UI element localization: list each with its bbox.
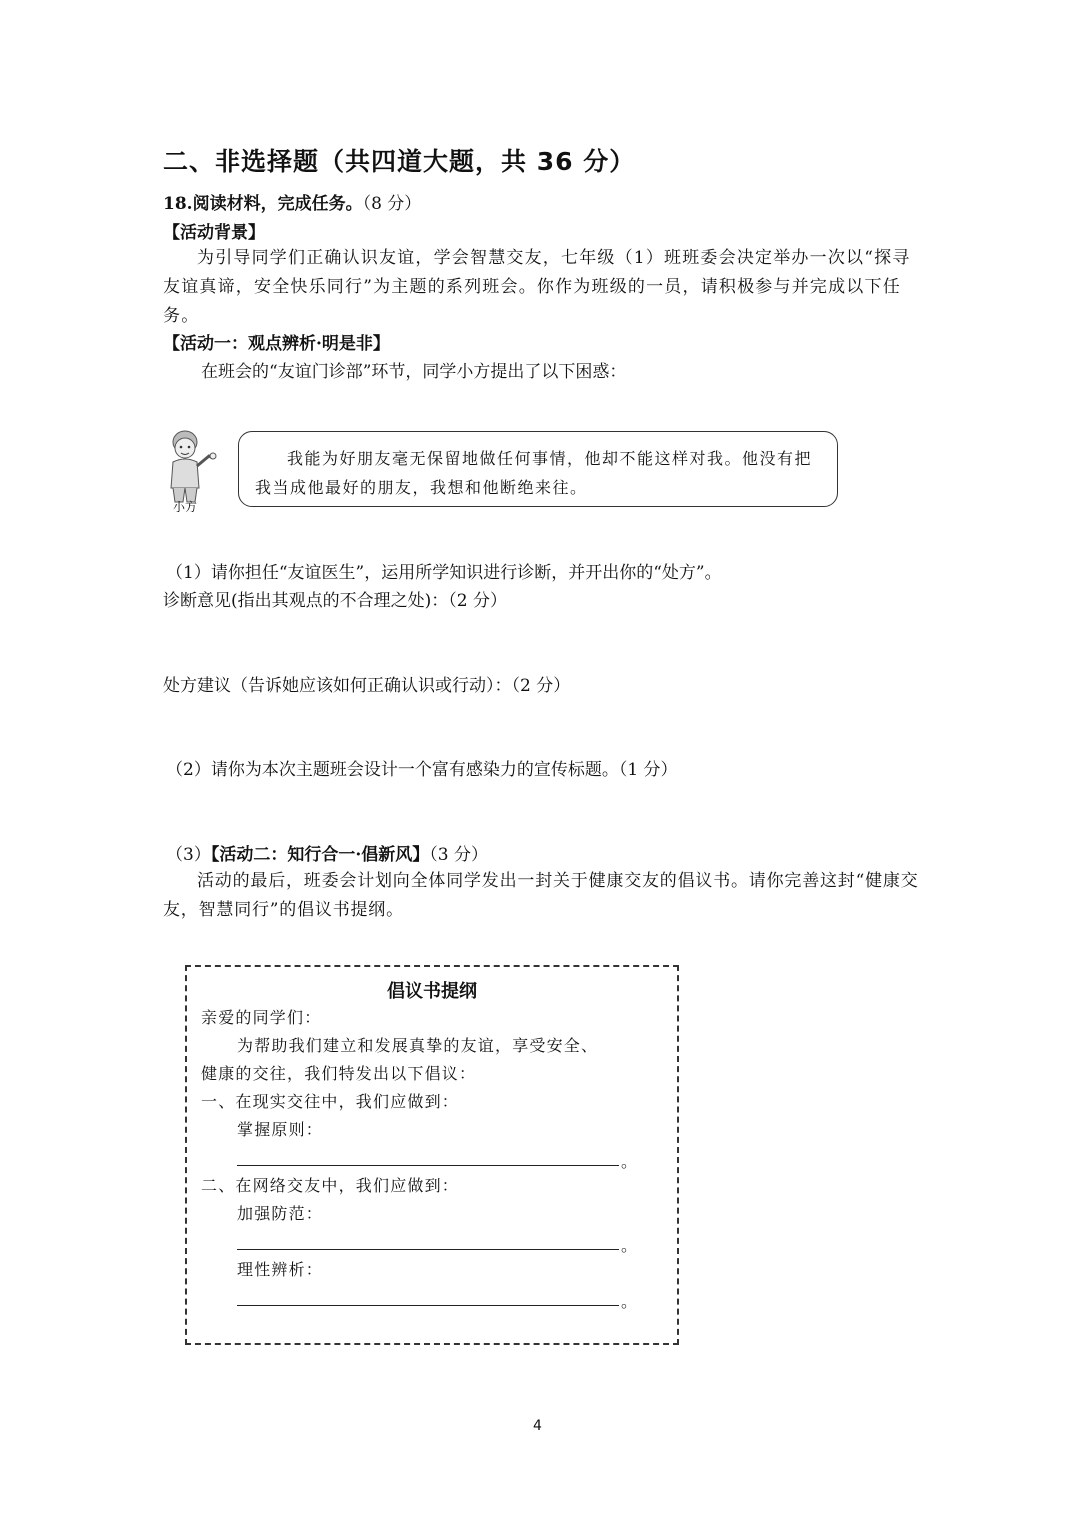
diagnosis-prompt: 诊断意见(指出其观点的不合理之处)：（2 分） — [163, 591, 507, 611]
blank-1-period: 。 — [621, 1152, 638, 1171]
answer-blank-3[interactable] — [237, 1305, 619, 1306]
speech-bubble — [238, 431, 838, 507]
letter-point-2-sub-1: 加强防范： — [237, 1204, 324, 1223]
sub-question-3 — [166, 840, 488, 865]
answer-blank-1[interactable] — [237, 1165, 619, 1166]
proposal-outline-box — [185, 965, 679, 1345]
student-illustration — [163, 426, 227, 516]
letter-title: 倡议书提纲 — [387, 981, 477, 1002]
sub-question-2: （2）请你为本次主题班会设计一个富有感染力的宣传标题。（1 分） — [166, 760, 678, 780]
q3-text: 活动的最后，班委会计划向全体同学发出一封关于健康交友的倡议书。请你完善这封“健康交友，智慧同行”的倡议书提纲。 — [163, 871, 919, 920]
q3-points: （3 分） — [429, 845, 488, 865]
question-label: 18.阅读材料，完成任务。 — [163, 194, 363, 214]
letter-intro-1: 为帮助我们建立和发展真挚的友谊，享受安全、 — [237, 1036, 599, 1055]
character-name: 小方 — [173, 500, 198, 514]
activity1-heading: 【活动一：观点辨析·明是非】 — [163, 334, 390, 354]
blank-3-period: 。 — [621, 1292, 638, 1311]
prescription-prompt: 处方建议（告诉她应该如何正确认识或行动）：（2 分） — [163, 676, 571, 696]
question-18 — [163, 189, 421, 214]
activity1-intro: 在班会的“友谊门诊部”环节，同学小方提出了以下困惑： — [201, 362, 627, 382]
sub-question-1: （1）请你担任“友谊医生”，运用所学知识进行诊断，并开出你的“处方”。 — [166, 563, 722, 583]
letter-point-2: 二、在网络交友中，我们应做到： — [201, 1176, 460, 1195]
speech-text: 我能为好朋友毫无保留地做任何事情，他却不能这样对我。他没有把我当成他最好的朋友，我想和他断绝来往。 — [255, 449, 813, 497]
q3-heading: 【活动二：知行合一·倡新风】 — [210, 845, 430, 865]
letter-point-1: 一、在现实交往中，我们应做到： — [201, 1092, 460, 1111]
page-number: 4 — [533, 1418, 542, 1434]
background-heading: 【活动背景】 — [163, 223, 265, 243]
letter-point-1-sub: 掌握原则： — [237, 1120, 324, 1139]
letter-greeting: 亲爱的同学们： — [201, 1008, 322, 1027]
answer-blank-2[interactable] — [237, 1249, 619, 1250]
section-title: 二、非选择题（共四道大题，共 36 分） — [163, 147, 636, 176]
q3-prefix: （3） — [166, 845, 211, 865]
letter-intro-2: 健康的交往，我们特发出以下倡议： — [201, 1064, 477, 1083]
question-points: （8 分） — [362, 194, 422, 214]
blank-2-period: 。 — [621, 1236, 638, 1255]
background-text: 为引导同学们正确认识友谊，学会智慧交友，七年级（1）班班委会决定举办一次以“探寻友谊真谛，安全快乐同行”为主题的系列班会。你作为班级的一员，请积极参与并完成以下任务。 — [163, 248, 911, 326]
letter-point-2-sub-2: 理性辨析： — [237, 1260, 324, 1279]
